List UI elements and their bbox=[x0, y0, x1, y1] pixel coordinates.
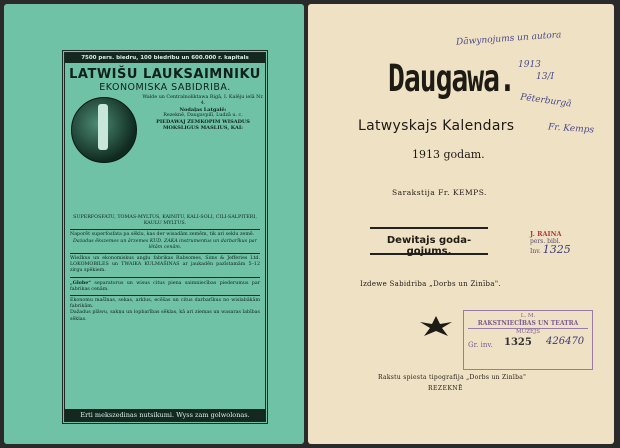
stamp-inv-label: Inv. bbox=[530, 248, 541, 255]
handwritten-place: Pēterburgā bbox=[519, 92, 573, 110]
ad-subtitle: EKONOMISKA SABIDRIBA. bbox=[99, 82, 231, 93]
ad-top-banner: 7500 pers. biedru, 100 biedrību un 600.000 r. kapitals bbox=[65, 53, 265, 63]
ad-globe-name: „Globe“ bbox=[70, 279, 92, 286]
handwritten-year: 1913 bbox=[518, 60, 541, 70]
book-title: Daugawa. bbox=[388, 56, 515, 101]
ad-body bbox=[65, 93, 265, 215]
book-editor: Sarakstija Fr. KEMPS. bbox=[392, 188, 487, 197]
ad-branches-heading: Nodaļas Latgalē: bbox=[179, 107, 227, 114]
ad-goods-heading: PIEDAWAJ ZEMKOPIM WISADUS MOKSLIGUS MASLIUS, KAI: bbox=[156, 119, 250, 132]
museum-stamp-line3: MUZEJS bbox=[515, 329, 541, 335]
publisher-line: Izdewe Sabidriba „Dorbs un Zinība". bbox=[360, 280, 501, 288]
museum-stamp-label: Gr. inv. bbox=[468, 341, 493, 349]
ad-title: LATWIŠU LAUKSAIMNIKU bbox=[69, 67, 261, 82]
stamp-inv-number: 1325 bbox=[542, 243, 571, 256]
stamp-sub: pers. bibl. bbox=[530, 238, 561, 245]
ad-paragraph-4 bbox=[65, 280, 265, 293]
ad-intro: Walde un Centralnoliktawa Rigā, I. Kalēju ielā Nr. 4. bbox=[142, 95, 264, 107]
globe-illustration-icon bbox=[71, 97, 137, 163]
handwritten-dedication: Dāwynojums un autora bbox=[455, 30, 562, 48]
divider bbox=[70, 277, 260, 278]
ad-paragraph-1: Naporēt superfosfata pa sēklu, kas der wisadām zemēm, tik ari seklu zemē. bbox=[70, 232, 255, 238]
divider bbox=[70, 229, 260, 230]
stamp-inventory bbox=[530, 243, 596, 256]
printer-city: REZEKNĒ bbox=[428, 385, 464, 392]
printer-line: Rakstu spiesta tipografija „Dorbs un Zinība" bbox=[378, 374, 527, 381]
book-year: 1913 godam. bbox=[412, 148, 485, 161]
museum-stamp-line1: L. M. bbox=[520, 313, 536, 319]
ad-paragraph-2: Dażadus ēkszemes un ārzemes KUD. ZAKA instrumentus un darbarīkus par lētām cenām. bbox=[73, 238, 257, 250]
advertisement-panel bbox=[62, 50, 268, 424]
ad-goods: SUPERFOSFATU, TOMAS-MYLTUS, KAINITU, KALI-SOLI, CILI-SALPITERI, KAULU MYLTUS. bbox=[73, 215, 257, 227]
museum-stamp-hand-number: 426470 bbox=[546, 336, 585, 347]
ad-branches: Rezeknē, Daugavpilī, Ludzā u. c. bbox=[163, 113, 243, 119]
left-page-cover bbox=[4, 4, 304, 444]
raina-library-stamp bbox=[530, 230, 596, 256]
handwritten-date: 13/I bbox=[536, 72, 555, 82]
divider bbox=[70, 295, 260, 296]
book-subtitle: Latwyskajs Kalendars bbox=[358, 118, 515, 134]
ad-globe-text: separatorus un wisus citus piena saimniecības piederumus par fabrikas cenām. bbox=[70, 280, 260, 292]
handwritten-signature: Fr. Kemps bbox=[547, 122, 595, 136]
ad-paragraph-3: Wiežkus un ekonomiskus angļu fabrikas Rabsomes, Sims & Jefferies Ltd. LOKOMOBILES un TWAIKA KULMAŠINAS ar jaukadēn pazīstamām 5–12 zirgu spēkiem. bbox=[70, 256, 260, 274]
stamp-title: J. RAINA bbox=[530, 230, 562, 238]
ad-bottom-banner: Erti mekszedinas nutsikumi. Wyss zam golwolonas. bbox=[65, 409, 265, 421]
ornament-icon bbox=[416, 314, 456, 338]
ad-intro-block bbox=[141, 95, 265, 132]
edition-box bbox=[370, 227, 488, 255]
right-page-title bbox=[308, 4, 614, 444]
museum-stamp-line2: RAKSTNIECĪBAS UN TEATRA bbox=[468, 320, 588, 329]
ad-paragraph-6: Dažadus plāwu, sakņu un lopbarības sēklas, kā ari ziemas un wasaras labības sēklas. bbox=[70, 310, 260, 322]
ad-paragraph-5: Ekonomu mašīnas, sekas, arklus, ecēšas un citus darbarīkus no wislabākām fabrikām. bbox=[70, 298, 260, 310]
museum-stamp-number: 1325 bbox=[504, 337, 532, 348]
edition-label: Dewitajs goda-gojums. bbox=[386, 235, 472, 257]
museum-library-stamp bbox=[463, 310, 593, 370]
divider bbox=[70, 253, 260, 254]
